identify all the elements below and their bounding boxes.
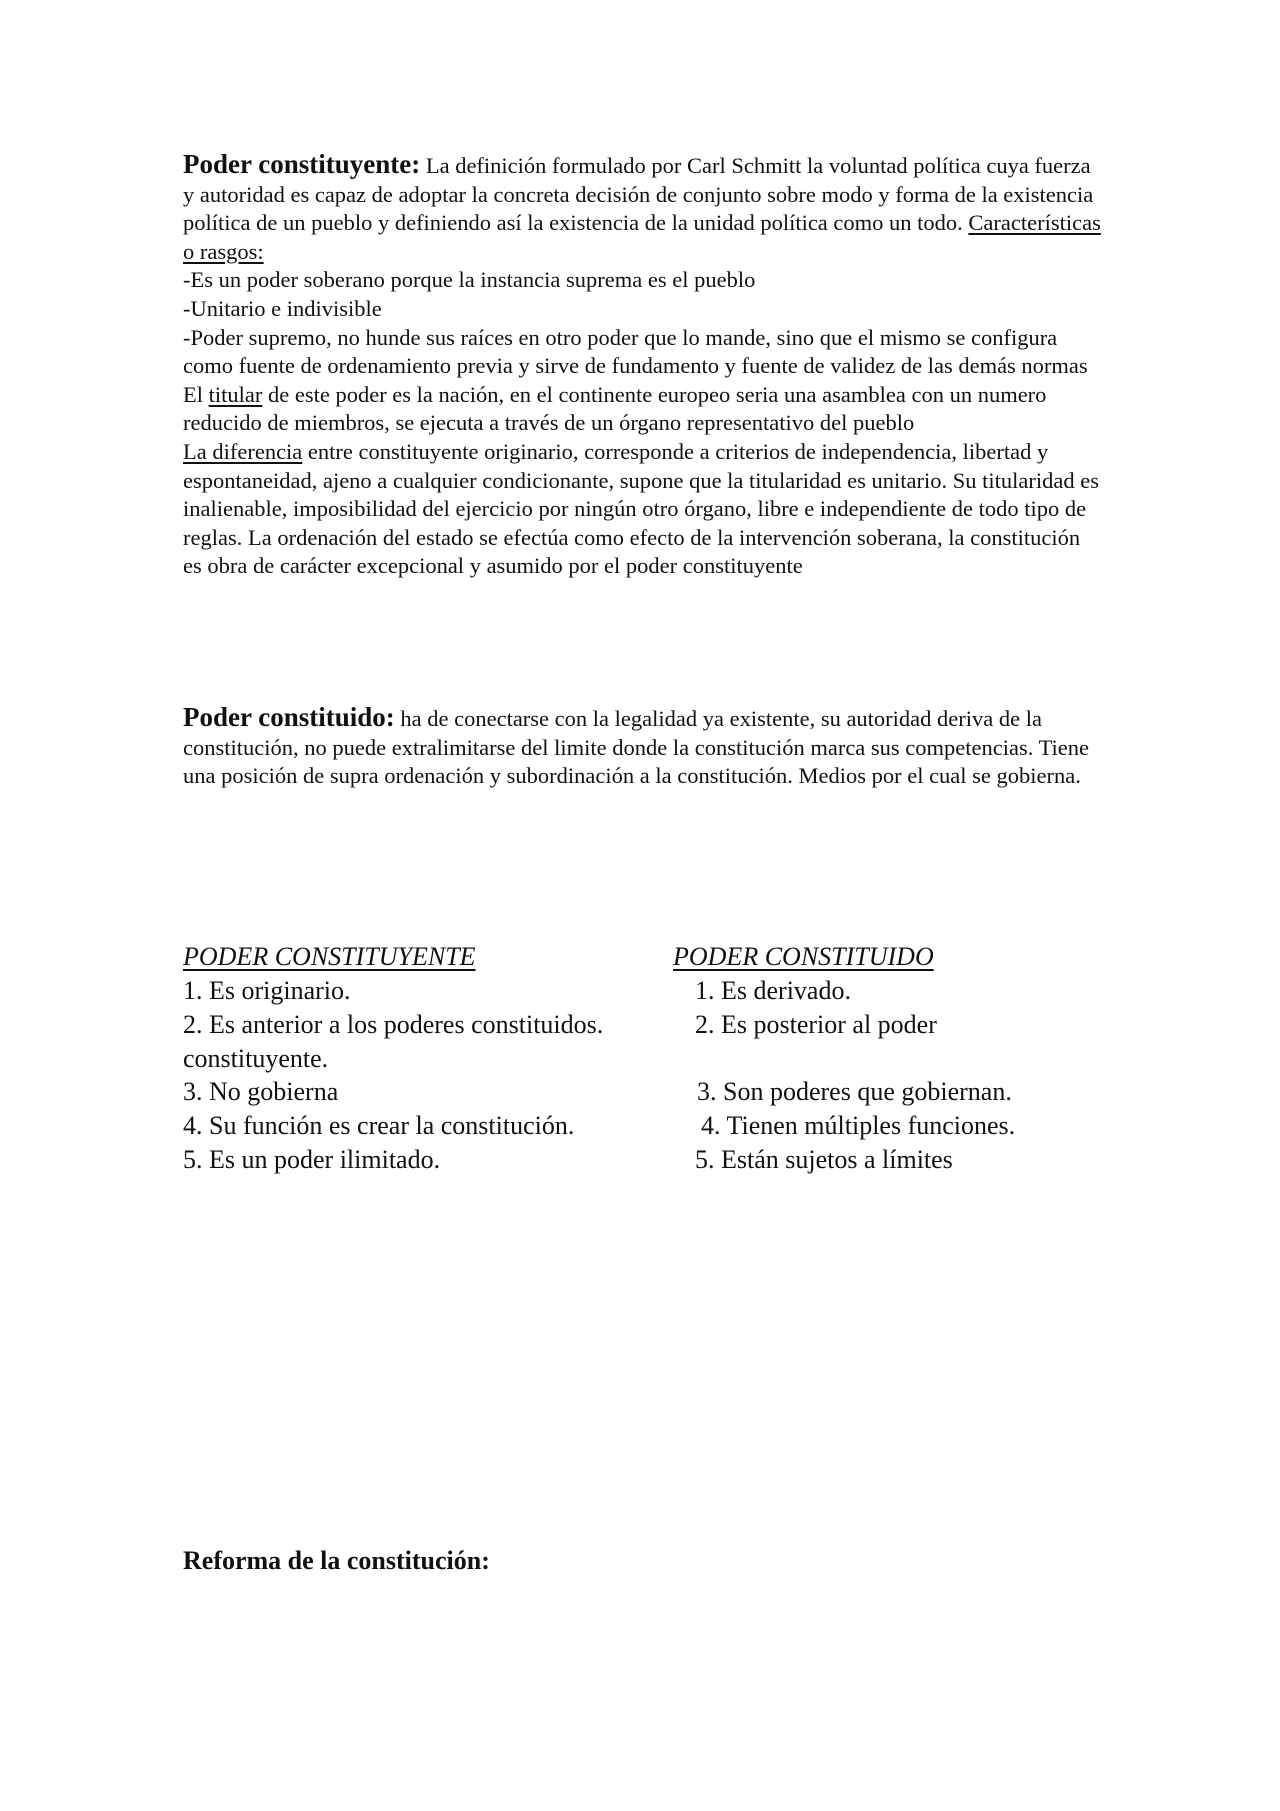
diferencia-paragraph bbox=[183, 438, 1103, 581]
comparison-row bbox=[183, 1109, 1103, 1143]
comparison-row bbox=[183, 1008, 1103, 1042]
titular-text: de este poder es la nación, en el continente europeo seria una asamblea con un numero reducido de miembros, se ejecuta a través de un órgano representativo del pueblo bbox=[183, 381, 1047, 436]
right-cell: 5. Están sujetos a límites bbox=[695, 1145, 953, 1174]
left-cell: 5. Es un poder ilimitado. bbox=[183, 1145, 441, 1174]
constituido-text: ha de conectarse con la legalidad ya existente, su autoridad deriva de la constitución, no puede extralimitarse del limite donde la constitución marca sus competencias. Tiene una posición de supra ordenación y subordinación a la constitución. Medios por el cual se gobierna. bbox=[183, 706, 1090, 789]
right-cell: 3. Son poderes que gobiernan. bbox=[697, 1077, 1012, 1106]
comparison-row bbox=[183, 1143, 1103, 1177]
titular-term: titular bbox=[208, 381, 263, 407]
right-cell: 2. Es posterior al poder bbox=[695, 1010, 937, 1039]
titular-paragraph bbox=[183, 381, 1103, 438]
section-poder-constituido bbox=[183, 703, 1103, 791]
section-heading: Poder constituido: bbox=[183, 702, 395, 732]
reforma-heading: Reforma de la constitución: bbox=[183, 1546, 490, 1575]
bullet-item: -Unitario e indivisible bbox=[183, 295, 382, 321]
comparison-table bbox=[183, 940, 1103, 1177]
section-heading: Poder constituyente: bbox=[183, 149, 421, 179]
left-cell: constituyente. bbox=[183, 1044, 329, 1073]
section-poder-constituyente bbox=[183, 150, 1103, 581]
comparison-row bbox=[183, 1042, 1103, 1075]
right-cell: 4. Tienen múltiples funciones. bbox=[701, 1111, 1016, 1140]
diferencia-term: La diferencia bbox=[183, 438, 303, 464]
right-column-header: PODER CONSTITUIDO bbox=[673, 942, 934, 971]
titular-prefix: El bbox=[183, 381, 209, 407]
features-label: Características o rasgos: bbox=[183, 210, 1101, 264]
bullet-item: -Es un poder soberano porque la instancia suprema es el pueblo bbox=[183, 267, 756, 293]
comparison-header-row bbox=[183, 940, 1103, 974]
constituido-paragraph bbox=[183, 703, 1103, 791]
right-cell: 1. Es derivado. bbox=[695, 976, 851, 1005]
diferencia-text: entre constituyente originario, corresponde a criterios de independencia, libertad y espontaneidad, ajeno a cualquier condicionante, supone que la titularidad es unitario. Su titularidad es inalienable, imposibilidad del ejercicio por ningún otro órgano, libre e independiente de todo tipo de reglas. La ordenación del estado se efectúa como efecto de la intervención soberana, la constitución es obra de carácter excepcional y asumido por el poder constituyente bbox=[183, 438, 1099, 579]
comparison-row bbox=[183, 1075, 1103, 1109]
definition-paragraph bbox=[183, 150, 1103, 266]
left-cell: 4. Su función es crear la constitución. bbox=[183, 1111, 575, 1140]
definition-text: La definición formulado por Carl Schmitt la voluntad política cuya fuerza y autoridad es capaz de adoptar la concreta decisión de conjunto sobre modo y forma de la existencia política de un pueblo y definiendo así la existencia de la unidad política como un todo. bbox=[183, 153, 1094, 236]
left-cell: 1. Es originario. bbox=[183, 976, 351, 1005]
left-cell: 3. No gobierna bbox=[183, 1077, 339, 1106]
bullet-item: -Poder supremo, no hunde sus raíces en otro poder que lo mande, sino que el mismo se configura como fuente de ordenamiento previa y sirve de fundamento y fuente de validez de las demás normas bbox=[183, 324, 1088, 379]
left-cell: 2. Es anterior a los poderes constituidos. bbox=[183, 1010, 604, 1039]
comparison-row bbox=[183, 974, 1103, 1008]
left-column-header: PODER CONSTITUYENTE bbox=[183, 942, 476, 971]
